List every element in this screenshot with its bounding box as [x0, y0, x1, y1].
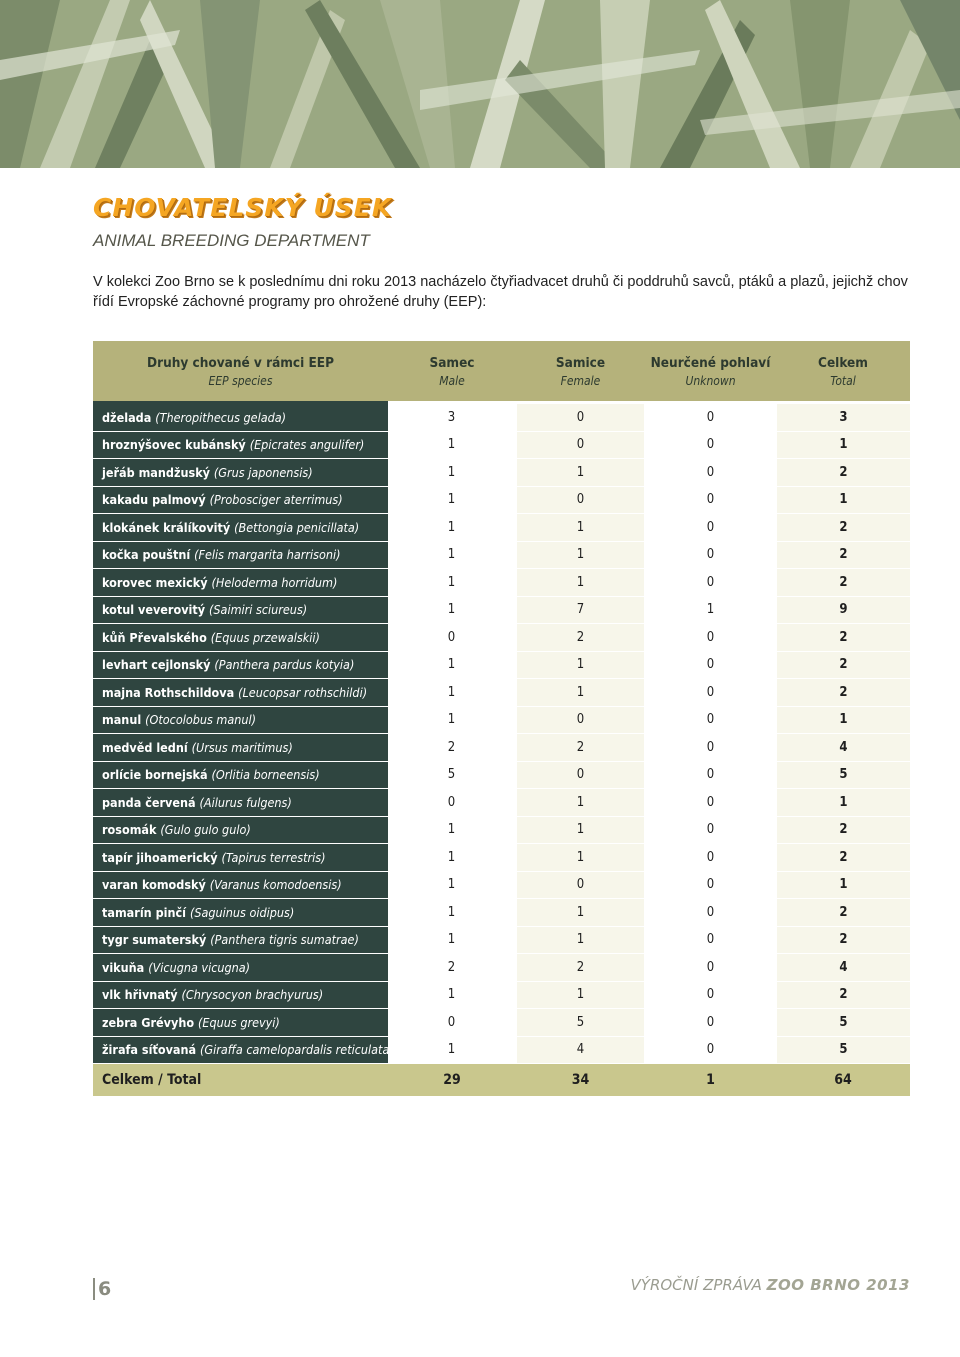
footer-report: VÝROČNÍ ZPRÁVA	[630, 1276, 762, 1294]
total-count: 2	[776, 899, 910, 927]
species-name	[93, 596, 388, 624]
total-count: 2	[776, 651, 910, 679]
table-row	[93, 816, 910, 844]
male-count: 1	[388, 899, 516, 927]
species-scientific-name: (Gulo gulo gulo)	[160, 822, 251, 838]
species-czech-name: dželada	[102, 409, 152, 425]
species-name	[93, 486, 388, 514]
table-row	[93, 844, 910, 872]
species-name	[93, 706, 388, 734]
species-scientific-name: (Saguinus oidipus)	[189, 904, 295, 920]
species-name	[93, 954, 388, 982]
species-czech-name: žirafa síťovaná	[102, 1042, 197, 1058]
intro-paragraph: V kolekci Zoo Brno se k poslednímu dni roku 2013 nacházelo čtyřiadvacet druhů či poddruhů savců, ptáků a plazů, jejichž chov řídí Evropské záchovné programy pro ohrožené druhy (EEP):	[93, 274, 908, 310]
male-count: 0	[388, 1009, 516, 1037]
header-female: Samice Female	[516, 341, 645, 401]
male-count: 1	[388, 706, 516, 734]
male-count: 2	[388, 734, 516, 762]
species-name	[93, 459, 388, 487]
table-row	[93, 431, 910, 459]
species-czech-name: tamarín pinčí	[102, 904, 187, 920]
unknown-count: 0	[645, 734, 776, 762]
header-unknown: Neurčené pohlaví Unknown	[645, 341, 776, 401]
male-count: 0	[388, 789, 516, 817]
species-czech-name: orlície bornejská	[102, 767, 208, 783]
table-row	[93, 706, 910, 734]
total-unknown: 1	[645, 1064, 776, 1097]
species-czech-name: kakadu palmový	[102, 492, 206, 508]
species-scientific-name: (Equus przewalskii)	[210, 629, 320, 645]
female-count: 1	[516, 459, 645, 487]
table-row	[93, 624, 910, 652]
female-count: 0	[516, 404, 645, 431]
species-name	[93, 816, 388, 844]
male-count: 1	[388, 486, 516, 514]
table-row	[93, 1009, 910, 1037]
species-name	[93, 1009, 388, 1037]
species-scientific-name: (Varanus komodoensis)	[209, 877, 342, 893]
page-subtitle: ANIMAL BREEDING DEPARTMENT	[93, 231, 370, 250]
species-name	[93, 431, 388, 459]
total-count: 1	[776, 431, 910, 459]
species-scientific-name: (Giraffa camelopardalis reticulata)	[200, 1042, 394, 1058]
unknown-count: 0	[645, 541, 776, 569]
species-czech-name: levhart cejlonský	[102, 657, 211, 673]
female-count: 4	[516, 1036, 645, 1064]
table-row	[93, 1036, 910, 1064]
male-count: 1	[388, 651, 516, 679]
total-count: 2	[776, 569, 910, 597]
total-count: 2	[776, 926, 910, 954]
species-czech-name: kočka pouštní	[102, 547, 191, 563]
species-czech-name: majna Rothschildova	[102, 684, 235, 700]
unknown-count: 0	[645, 789, 776, 817]
species-scientific-name: (Heloderma horridum)	[211, 574, 338, 590]
species-czech-name: panda červená	[102, 794, 196, 810]
total-total: 64	[776, 1064, 910, 1097]
species-czech-name: medvěd lední	[102, 739, 188, 755]
female-count: 5	[516, 1009, 645, 1037]
species-scientific-name: (Equus grevyi)	[198, 1014, 280, 1030]
table-row	[93, 569, 910, 597]
unknown-count: 0	[645, 899, 776, 927]
total-male: 29	[388, 1064, 516, 1097]
total-count: 5	[776, 1036, 910, 1064]
male-count: 1	[388, 816, 516, 844]
male-count: 1	[388, 981, 516, 1009]
species-czech-name: manul	[102, 712, 142, 728]
table-row	[93, 789, 910, 817]
species-name	[93, 569, 388, 597]
species-scientific-name: (Vicugna vicugna)	[148, 959, 251, 975]
female-count: 1	[516, 981, 645, 1009]
female-count: 0	[516, 761, 645, 789]
table-row	[93, 541, 910, 569]
species-name	[93, 981, 388, 1009]
unknown-count: 0	[645, 981, 776, 1009]
unknown-count: 0	[645, 1036, 776, 1064]
footer-org: ZOO BRNO 2013	[766, 1276, 910, 1294]
unknown-count: 0	[645, 651, 776, 679]
species-scientific-name: (Orlitia borneensis)	[211, 767, 320, 783]
table-row	[93, 761, 910, 789]
header-total: Celkem Total	[776, 341, 910, 401]
species-czech-name: vikuňa	[102, 959, 145, 975]
table-row	[93, 596, 910, 624]
header-male: Samec Male	[388, 341, 516, 401]
unknown-count: 0	[645, 1009, 776, 1037]
species-scientific-name: (Grus japonensis)	[213, 464, 313, 480]
male-count: 1	[388, 431, 516, 459]
species-czech-name: zebra Grévyho	[102, 1014, 195, 1030]
table-row	[93, 404, 910, 431]
table-row	[93, 679, 910, 707]
unknown-count: 0	[645, 761, 776, 789]
female-count: 0	[516, 431, 645, 459]
unknown-count: 0	[645, 514, 776, 542]
species-scientific-name: (Panthera tigris sumatrae)	[210, 932, 359, 948]
page-title: CHOVATELSKÝ ÚSEK	[93, 193, 393, 222]
species-scientific-name: (Chrysocyon brachyurus)	[181, 987, 324, 1003]
unknown-count: 0	[645, 844, 776, 872]
unknown-count: 0	[645, 569, 776, 597]
table-row	[93, 926, 910, 954]
total-count: 1	[776, 789, 910, 817]
total-count: 4	[776, 954, 910, 982]
species-name	[93, 899, 388, 927]
total-count: 2	[776, 541, 910, 569]
table-row	[93, 871, 910, 899]
total-count: 2	[776, 679, 910, 707]
female-count: 1	[516, 844, 645, 872]
total-count: 5	[776, 761, 910, 789]
total-count: 2	[776, 981, 910, 1009]
male-count: 1	[388, 514, 516, 542]
table-row	[93, 514, 910, 542]
unknown-count: 0	[645, 486, 776, 514]
header-banner-image	[0, 0, 960, 168]
species-czech-name: jeřáb mandžuský	[102, 464, 210, 480]
species-name	[93, 624, 388, 652]
female-count: 7	[516, 596, 645, 624]
species-name	[93, 1036, 394, 1064]
table-row	[93, 954, 910, 982]
unknown-count: 0	[645, 431, 776, 459]
female-count: 0	[516, 706, 645, 734]
species-scientific-name: (Probosciger aterrimus)	[209, 492, 343, 508]
unknown-count: 0	[645, 679, 776, 707]
total-count: 2	[776, 816, 910, 844]
species-name	[93, 679, 388, 707]
total-count: 2	[776, 624, 910, 652]
total-count: 1	[776, 706, 910, 734]
unknown-count: 0	[645, 816, 776, 844]
female-count: 2	[516, 954, 645, 982]
species-czech-name: klokánek králíkovitý	[102, 519, 231, 535]
total-count: 3	[776, 404, 910, 431]
species-scientific-name: (Panthera pardus kotyia)	[214, 657, 355, 673]
female-count: 1	[516, 926, 645, 954]
total-label: Celkem / Total	[93, 1064, 388, 1097]
total-count: 2	[776, 844, 910, 872]
species-name	[93, 541, 388, 569]
species-scientific-name: (Bettongia penicillata)	[234, 519, 360, 535]
female-count: 2	[516, 734, 645, 762]
male-count: 5	[388, 761, 516, 789]
male-count: 1	[388, 871, 516, 899]
table-row	[93, 651, 910, 679]
species-czech-name: rosomák	[102, 822, 157, 838]
species-czech-name: vlk hřivnatý	[102, 987, 178, 1003]
female-count: 1	[516, 789, 645, 817]
species-czech-name: tygr sumaterský	[102, 932, 207, 948]
male-count: 1	[388, 679, 516, 707]
female-count: 1	[516, 899, 645, 927]
species-czech-name: varan komodský	[102, 877, 206, 893]
species-czech-name: kotul veverovitý	[102, 602, 206, 618]
female-count: 0	[516, 486, 645, 514]
species-name	[93, 734, 388, 762]
male-count: 1	[388, 541, 516, 569]
header-species: Druhy chované v rámci EEP EEP species	[93, 341, 388, 401]
male-count: 2	[388, 954, 516, 982]
species-scientific-name: (Felis margarita harrisoni)	[194, 547, 341, 563]
female-count: 1	[516, 679, 645, 707]
species-name	[93, 761, 388, 789]
total-row	[93, 1064, 910, 1097]
male-count: 3	[388, 404, 516, 431]
species-scientific-name: (Saimiri sciureus)	[209, 602, 308, 618]
table-row	[93, 734, 910, 762]
total-count: 1	[776, 486, 910, 514]
eep-species-table	[93, 341, 910, 1096]
unknown-count: 0	[645, 871, 776, 899]
table-row	[93, 981, 910, 1009]
species-name	[93, 789, 388, 817]
total-count: 1	[776, 871, 910, 899]
table-row	[93, 486, 910, 514]
table-row	[93, 459, 910, 487]
male-count: 1	[388, 926, 516, 954]
total-count: 5	[776, 1009, 910, 1037]
female-count: 1	[516, 569, 645, 597]
species-scientific-name: (Ursus maritimus)	[191, 739, 293, 755]
species-scientific-name: (Theropithecus gelada)	[155, 409, 287, 425]
male-count: 0	[388, 624, 516, 652]
female-count: 0	[516, 871, 645, 899]
species-czech-name: hroznýšovec kubánský	[102, 437, 246, 453]
species-scientific-name: (Ailurus fulgens)	[199, 794, 292, 810]
species-scientific-name: (Epicrates angulifer)	[249, 437, 365, 453]
species-scientific-name: (Otocolobus manul)	[145, 712, 257, 728]
table-row	[93, 899, 910, 927]
species-czech-name: tapír jihoamerický	[102, 849, 218, 865]
male-count: 1	[388, 844, 516, 872]
species-scientific-name: (Leucopsar rothschildi)	[238, 684, 368, 700]
unknown-count: 0	[645, 954, 776, 982]
female-count: 1	[516, 816, 645, 844]
table-header-row	[93, 341, 910, 401]
species-scientific-name: (Tapirus terrestris)	[221, 849, 326, 865]
total-count: 4	[776, 734, 910, 762]
female-count: 1	[516, 541, 645, 569]
unknown-count: 0	[645, 926, 776, 954]
unknown-count: 0	[645, 404, 776, 431]
species-name	[93, 404, 388, 431]
total-count: 2	[776, 514, 910, 542]
male-count: 1	[388, 1036, 516, 1064]
unknown-count: 1	[645, 596, 776, 624]
male-count: 1	[388, 459, 516, 487]
female-count: 1	[516, 514, 645, 542]
unknown-count: 0	[645, 624, 776, 652]
total-count: 2	[776, 459, 910, 487]
footer-title	[631, 1276, 910, 1294]
male-count: 1	[388, 569, 516, 597]
female-count: 2	[516, 624, 645, 652]
total-female: 34	[516, 1064, 645, 1097]
species-czech-name: korovec mexický	[102, 574, 208, 590]
species-name	[93, 651, 388, 679]
male-count: 1	[388, 596, 516, 624]
unknown-count: 0	[645, 706, 776, 734]
female-count: 1	[516, 651, 645, 679]
species-name	[93, 514, 388, 542]
species-name	[93, 926, 388, 954]
page-number: 6	[93, 1278, 111, 1300]
species-name	[93, 871, 388, 899]
total-count: 9	[776, 596, 910, 624]
species-czech-name: kůň Převalského	[102, 629, 207, 645]
unknown-count: 0	[645, 459, 776, 487]
species-name	[93, 844, 388, 872]
